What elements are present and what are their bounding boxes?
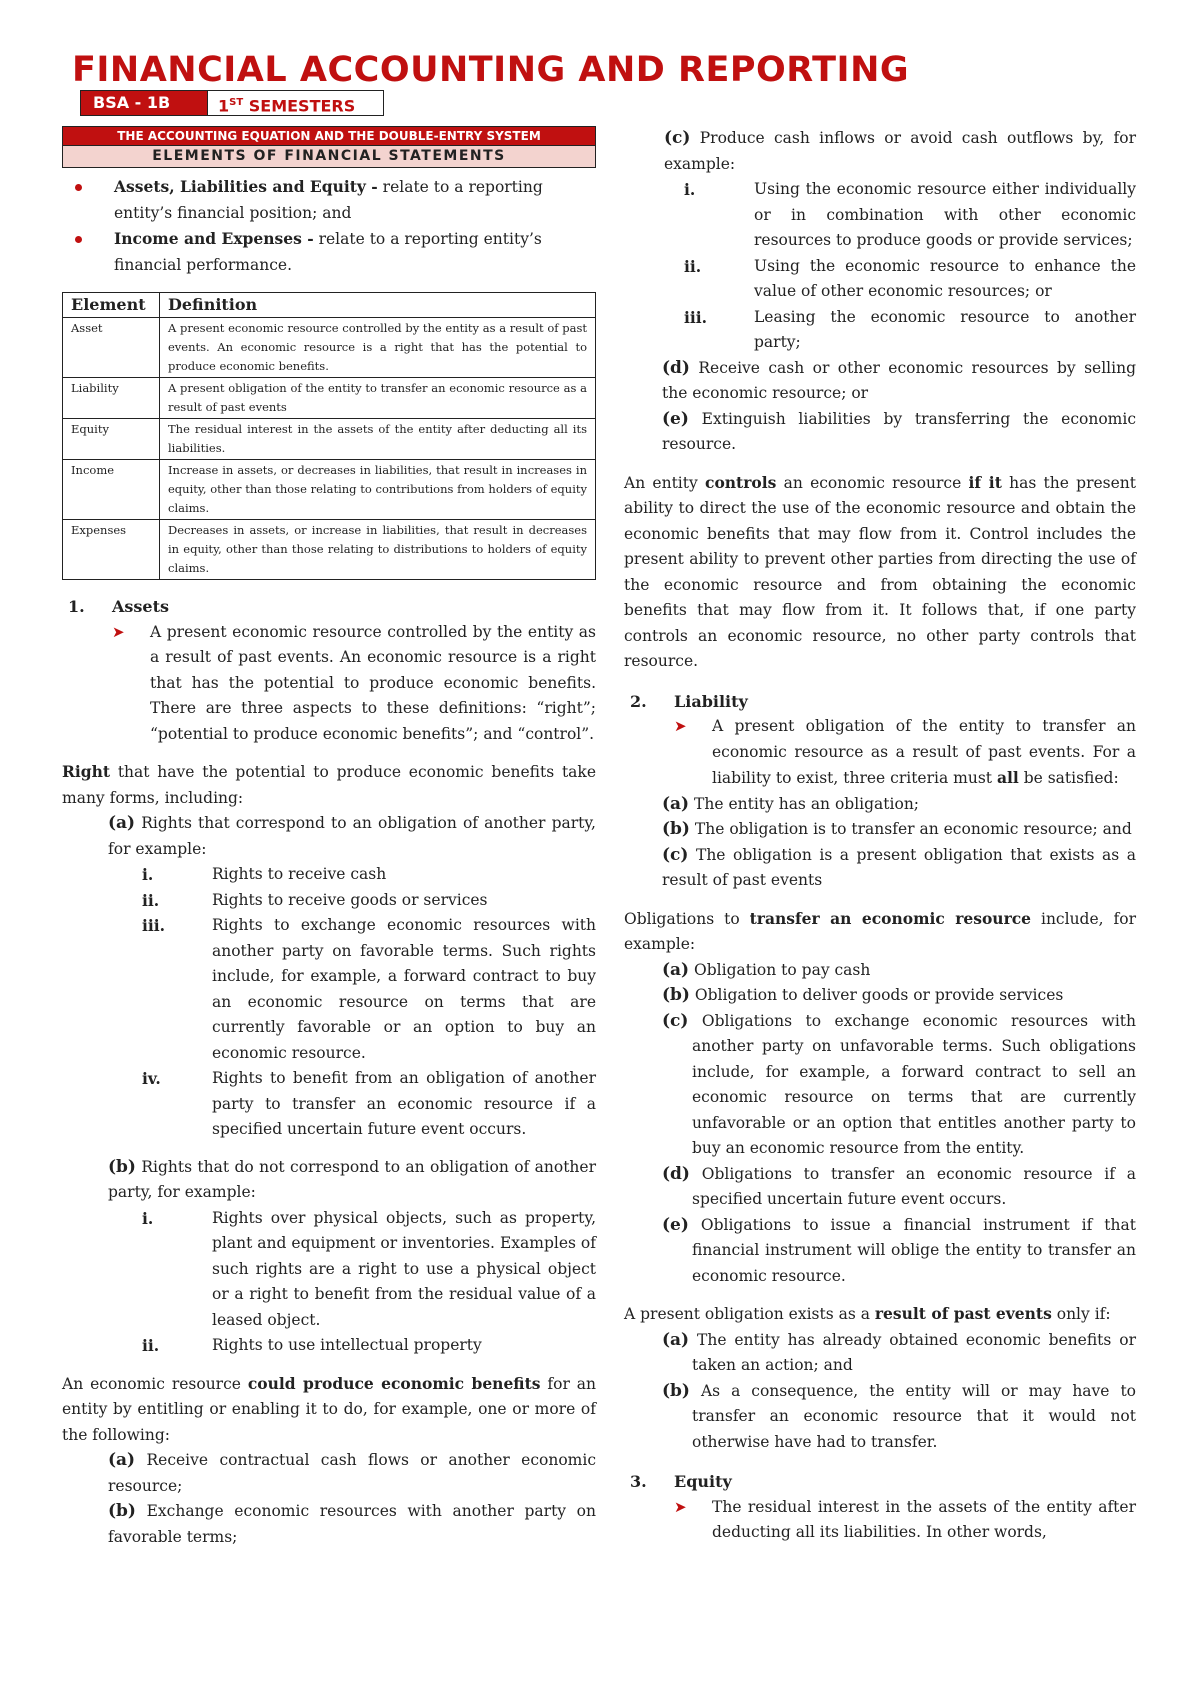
list-item xyxy=(624,177,1136,254)
item-text: Obligations to issue a financial instrument if that financial instrument will oblige the entity to transfer an economic resource. xyxy=(688,1215,1136,1285)
item-text: Produce cash inflows or avoid cash outflows by, for example: xyxy=(664,129,1136,173)
item-number: iii. xyxy=(142,916,166,935)
bullet-term: Income and Expenses - xyxy=(114,229,314,248)
paragraph-term: if it xyxy=(968,472,1002,492)
list-item xyxy=(62,226,596,278)
item-text: Rights that correspond to an obligation of another party, for example: xyxy=(108,814,596,858)
item-label: (b) xyxy=(662,1380,690,1401)
list-item xyxy=(62,913,596,1066)
item-number: iv. xyxy=(142,1069,161,1088)
paragraph-term: controls xyxy=(705,472,777,492)
elements-bullets xyxy=(62,174,596,278)
item-label: (a) xyxy=(662,1329,690,1350)
item-text: Leasing the economic resource to another party; xyxy=(754,307,1136,351)
item-label: (a) xyxy=(108,1450,136,1470)
item-number: ii. xyxy=(142,1336,160,1355)
semester-text: SEMESTERS xyxy=(248,96,356,116)
list-item xyxy=(624,254,1136,305)
item-text: Receive contractual cash flows or another economic resource; xyxy=(108,1451,596,1495)
list-item xyxy=(662,1009,1136,1162)
section-heading-assets xyxy=(62,594,596,620)
list-item xyxy=(662,1162,1136,1213)
item-text: Obligation to pay cash xyxy=(689,960,871,979)
item-number: i. xyxy=(684,180,696,199)
item-text: Rights to benefit from an obligation of another party to transfer an economic resource if a specified uncertain future event occurs. xyxy=(212,1069,596,1138)
table-row xyxy=(63,419,596,460)
arrow-bullet-icon: ➤ xyxy=(674,1497,687,1516)
item-text: Rights to exchange economic resources with another party on favorable terms. Such rights include, for example, a forward contract to buy an economic resource on terms that are currently favorable or an option to buy an economic resource. xyxy=(212,916,596,1062)
paragraph-text: an economic resource xyxy=(776,473,969,492)
semester-suffix: ST xyxy=(229,97,244,108)
paragraph-term: Right xyxy=(62,762,111,781)
definition-text: be satisfied: xyxy=(1018,769,1119,787)
bullet-text: relate to a reporting entity’s financial position; and xyxy=(114,178,543,222)
list-item xyxy=(624,305,1136,356)
item-label: (d) xyxy=(662,1163,690,1184)
list-item xyxy=(62,888,596,914)
list-item xyxy=(662,792,1136,818)
item-text: Rights to receive cash xyxy=(212,865,387,883)
paragraph-text: A present obligation exists as a xyxy=(624,1305,875,1323)
section-number: 3. xyxy=(630,1472,647,1491)
definition-cell: A present economic resource controlled by the entity as a result of past events. An economic resource is a right that has the potential to produce economic benefits. xyxy=(160,318,596,378)
list-item xyxy=(108,811,596,862)
definition-text: The residual interest in the assets of the entity after deducting all its liabilities. In other words, xyxy=(712,1497,1136,1541)
definition-cell: Increase in assets, or decreases in liabilities, that result in increases in equity, other than those relating to contributions from holders of equity claims. xyxy=(160,460,596,520)
section-number: 2. xyxy=(630,691,647,711)
item-text: Receive cash or other economic resources by selling the economic resource; or xyxy=(662,358,1136,402)
definition-cell: Decreases in assets, or increase in liabilities, that result in decreases in equity, other than those relating to distributions to holders of equity claims. xyxy=(160,520,596,580)
definition-cell: A present obligation of the entity to transfer an economic resource as a result of past events xyxy=(160,378,596,419)
item-text: The obligation is to transfer an economic resource; and xyxy=(689,820,1132,838)
arrow-bullet-icon: ➤ xyxy=(674,717,687,735)
definition-text: A present economic resource controlled by the entity as a result of past events. An economic resource is a right that has the potential to produce economic benefits. There are three aspects to these definitions: “right”; “potential to produce economic benefits”; and “control”. xyxy=(150,622,596,743)
list-item xyxy=(662,958,1136,984)
assets-definition xyxy=(62,620,596,748)
course-badge: BSA - 1B xyxy=(80,90,208,116)
course-info xyxy=(80,90,384,116)
paragraph-text: An economic resource xyxy=(62,1374,248,1393)
item-label: (c) xyxy=(662,844,689,865)
list-item xyxy=(62,1066,596,1143)
list-item xyxy=(662,1328,1136,1379)
item-text: Using the economic resource to enhance the value of other economic resources; or xyxy=(754,256,1136,300)
item-text: Rights over physical objects, such as property, plant and equipment or inventories. Examples of such rights are a right to use a physical object or a right to benefit from the residual value of a leased object. xyxy=(212,1208,596,1329)
section-title: Equity xyxy=(674,1472,732,1491)
bullet-icon xyxy=(75,184,82,191)
table-row xyxy=(63,318,596,378)
list-item xyxy=(108,1155,596,1206)
column-header: Definition xyxy=(160,293,596,318)
definition-text: A present obligation of the entity to transfer an economic resource as a result of past events. For a liability to exist, three criteria must xyxy=(712,717,1136,787)
liability-definition xyxy=(624,714,1136,792)
paragraph-text: Obligations to xyxy=(624,909,750,928)
element-cell: Liability xyxy=(63,378,160,419)
paragraph-term: could produce economic benefits xyxy=(247,1373,541,1393)
item-text: Rights that do not correspond to an obligation of another party, for example: xyxy=(108,1157,596,1201)
item-number: ii. xyxy=(142,890,160,910)
list-item xyxy=(62,174,596,226)
paragraph-text: for an entity by entitling or enabling it to do, for example, one or more of the following: xyxy=(62,1374,596,1444)
table-row xyxy=(63,520,596,580)
item-text: Rights to use intellectual property xyxy=(212,1336,482,1354)
list-item xyxy=(62,862,596,888)
item-label: (a) xyxy=(662,959,690,980)
item-text: Obligations to transfer an economic resource if a specified uncertain future event occurs. xyxy=(689,1164,1136,1208)
semester-number: 1 xyxy=(218,96,230,116)
paragraph-text: has the present ability to direct the use of the economic resource and obtain the economic benefits that may flow from it. Control includes the present ability to prevent other parties from directing the use of the economic resource and from obtaining the economic benefits that may flow from it. It follows that, if one party controls an economic resource, no other party controls that resource. xyxy=(624,473,1137,670)
right-column xyxy=(624,126,1136,1546)
item-label: (a) xyxy=(108,813,136,833)
item-text: Rights to receive goods or services xyxy=(212,890,488,909)
table-row xyxy=(63,378,596,419)
element-cell: Asset xyxy=(63,318,160,378)
paragraph-text: include, for example: xyxy=(624,909,1136,953)
item-label: (b) xyxy=(662,985,690,1005)
section-number: 1. xyxy=(68,597,85,616)
list-item xyxy=(662,407,1136,458)
item-text: The entity has already obtained economic benefits or taken an action; and xyxy=(689,1330,1136,1374)
list-item xyxy=(662,983,1136,1009)
item-label: (b) xyxy=(662,819,690,839)
section-title: Assets xyxy=(112,597,170,616)
paragraph-text: that have the potential to produce economic benefits take many forms, including: xyxy=(62,763,596,807)
subsection-banner: ELEMENTS OF FINANCIAL STATEMENTS xyxy=(62,146,596,168)
bullet-text: relate to a reporting entity’s financial performance. xyxy=(114,230,542,274)
bullet-icon xyxy=(75,236,82,243)
list-item xyxy=(662,356,1136,407)
list-item xyxy=(108,1448,596,1499)
table-header-row xyxy=(63,293,596,318)
economic-benefits-paragraph xyxy=(62,1371,596,1449)
equity-definition xyxy=(624,1495,1136,1546)
item-text: Using the economic resource either individually or in combination with other economic resources to produce goods or provide services; xyxy=(754,180,1136,249)
page-title: FINANCIAL ACCOUNTING AND REPORTING xyxy=(72,50,910,90)
item-text: Extinguish liabilities by transferring the economic resource. xyxy=(662,409,1136,453)
item-label: (b) xyxy=(108,1501,136,1521)
bullet-term: Assets, Liabilities and Equity - xyxy=(114,177,378,196)
column-header: Element xyxy=(63,293,160,318)
item-number: i. xyxy=(142,865,154,884)
paragraph-term: transfer an economic resource xyxy=(749,908,1032,928)
right-paragraph xyxy=(62,759,596,811)
list-item xyxy=(662,817,1136,843)
list-item xyxy=(62,1206,596,1334)
list-item xyxy=(62,1333,596,1359)
item-text: The obligation is a present obligation that exists as a result of past events xyxy=(662,845,1136,889)
control-paragraph xyxy=(624,470,1136,675)
paragraph-text: only if: xyxy=(1051,1305,1111,1323)
item-number: iii. xyxy=(684,307,708,327)
item-label: (d) xyxy=(662,357,690,378)
item-text: Obligation to deliver goods or provide services xyxy=(689,986,1064,1004)
semester-label xyxy=(208,90,384,116)
element-cell: Equity xyxy=(63,419,160,460)
list-item xyxy=(662,843,1136,894)
item-text: Obligations to exchange economic resources with another party on unfavorable terms. Such obligations include, for example, a forward contract to sell an economic resource on terms that are currently unfavorable or an option that entitles another party to buy an economic resource from the entity. xyxy=(688,1011,1136,1157)
list-item xyxy=(664,126,1136,177)
arrow-bullet-icon: ➤ xyxy=(112,622,125,641)
definition-term: all xyxy=(996,768,1019,787)
elements-table xyxy=(62,292,596,580)
paragraph-term: result of past events xyxy=(874,1304,1052,1323)
section-banner: THE ACCOUNTING EQUATION AND THE DOUBLE-ENTRY SYSTEM xyxy=(62,126,596,146)
element-cell: Income xyxy=(63,460,160,520)
item-label: (e) xyxy=(662,408,689,429)
item-text: The entity has an obligation; xyxy=(689,794,920,813)
item-label: (a) xyxy=(662,793,690,814)
element-cell: Expenses xyxy=(63,520,160,580)
item-label: (b) xyxy=(108,1156,136,1177)
definition-cell: The residual interest in the assets of the entity after deducting all its liabilities. xyxy=(160,419,596,460)
obligations-paragraph xyxy=(624,906,1136,958)
section-heading-liability xyxy=(624,689,1136,715)
item-label: (c) xyxy=(664,128,691,148)
table-row xyxy=(63,460,596,520)
past-events-paragraph xyxy=(624,1301,1136,1328)
item-label: (c) xyxy=(662,1010,689,1031)
section-title: Liability xyxy=(674,691,748,711)
item-text: Exchange economic resources with another party on favorable terms; xyxy=(108,1502,596,1546)
item-label: (e) xyxy=(662,1214,689,1235)
item-number: ii. xyxy=(684,256,702,276)
item-number: i. xyxy=(142,1208,154,1228)
list-item xyxy=(108,1499,596,1550)
list-item xyxy=(662,1213,1136,1290)
item-text: As a consequence, the entity will or may have to transfer an economic resource that it would not otherwise have had to transfer. xyxy=(689,1381,1136,1451)
section-heading-equity xyxy=(624,1469,1136,1495)
paragraph-text: An entity xyxy=(624,473,706,492)
left-column xyxy=(62,126,596,1550)
list-item xyxy=(662,1379,1136,1456)
